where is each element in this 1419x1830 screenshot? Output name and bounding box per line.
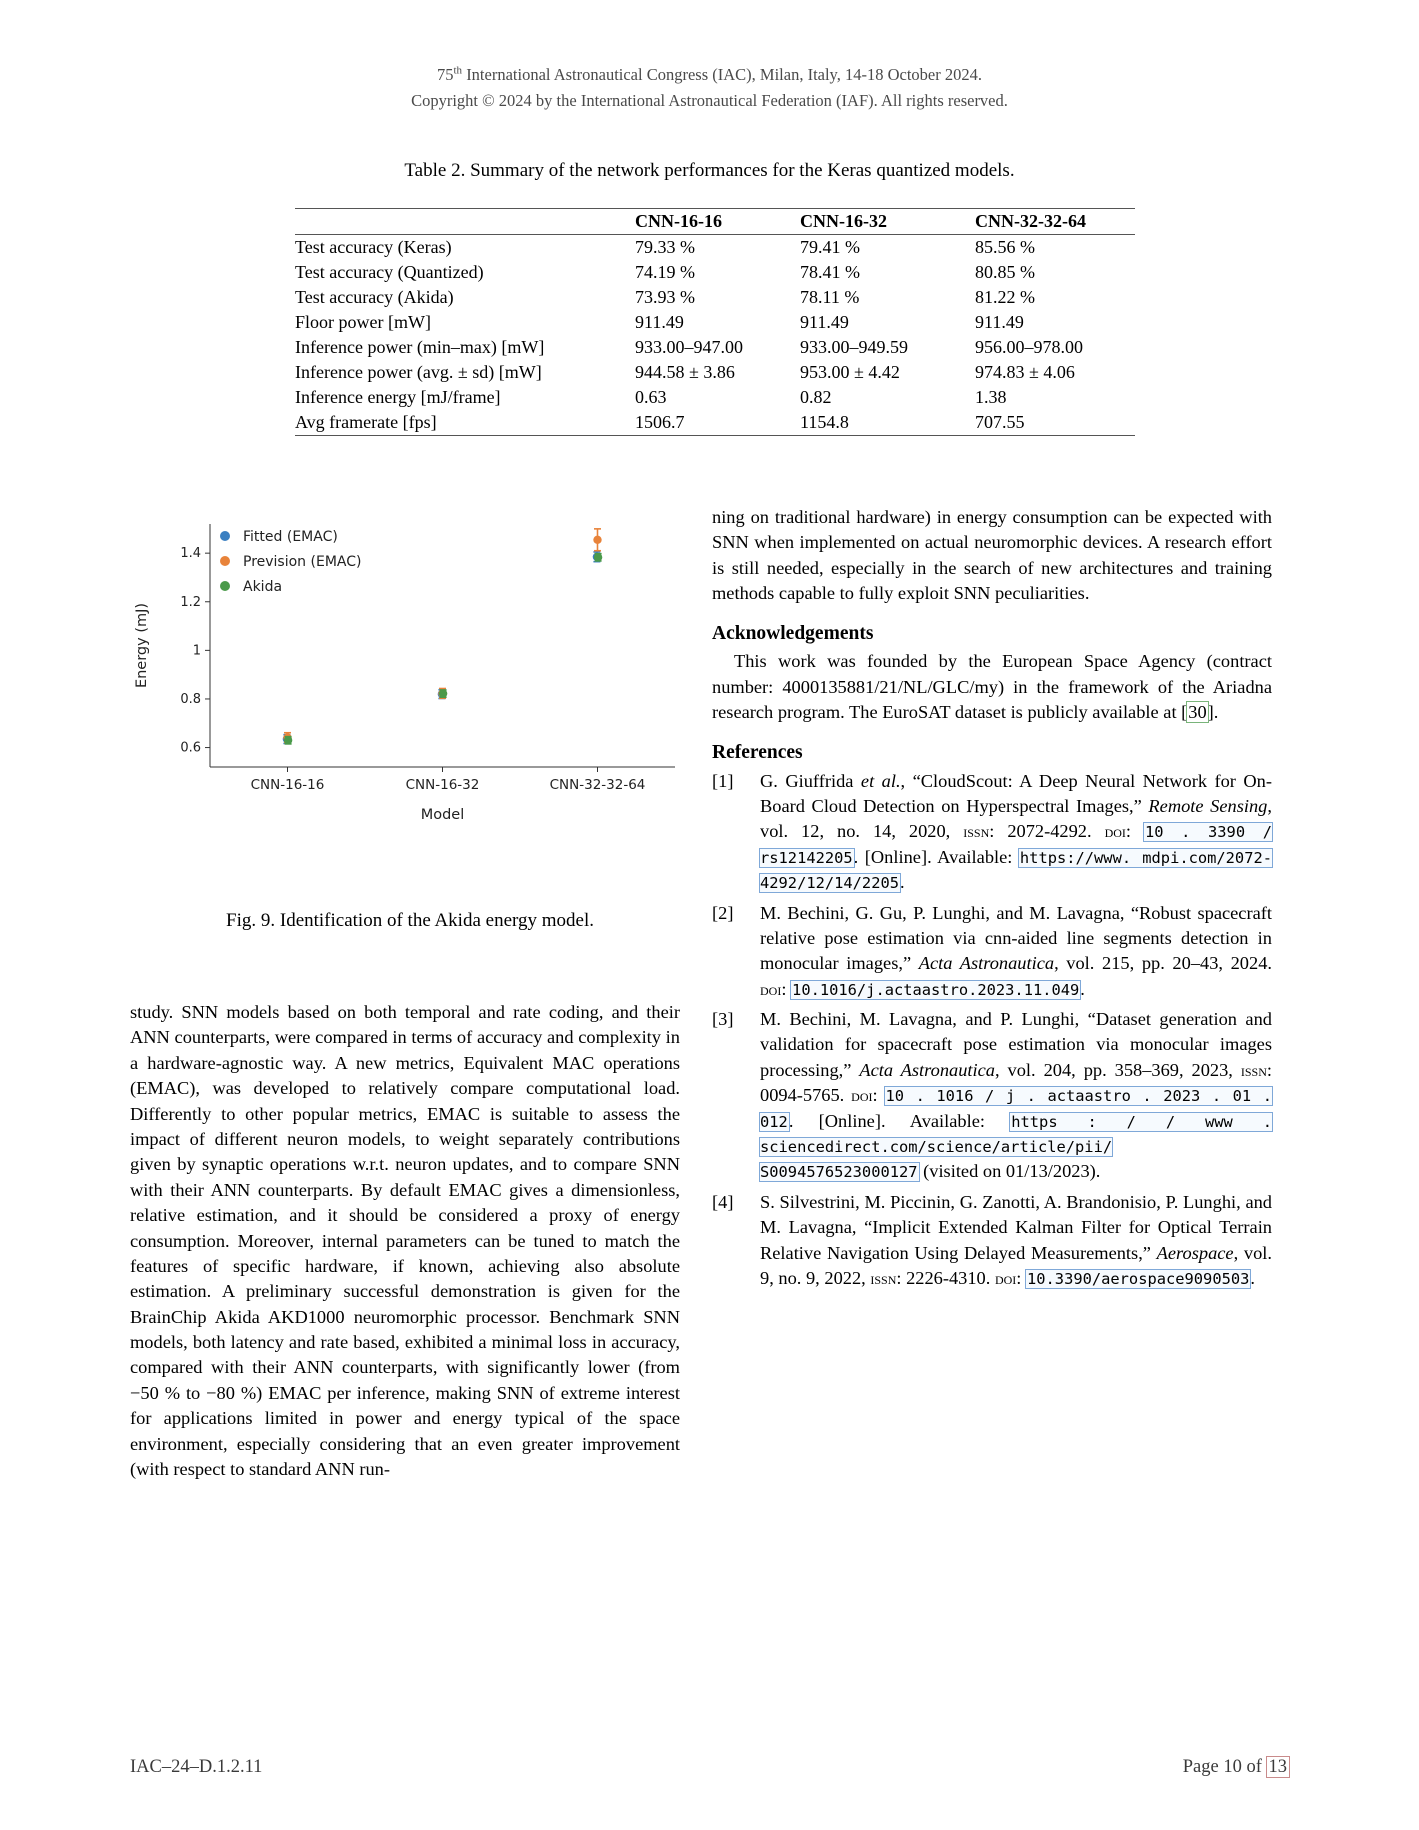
continued-paragraph: ning on traditional hardware) in energy consumption can be expected with SNN when implemented on actual neuromorphic devices. A research effort is still needed, especially in the search of new architectures and training methods capable to fully exploit SNN peculiarities. xyxy=(712,507,1272,604)
references-heading: References xyxy=(712,741,803,763)
table-cell: 85.56 % xyxy=(975,237,1035,257)
svg-text:Akida: Akida xyxy=(243,579,283,595)
url-link[interactable]: https://www. mdpi.com/2072-4292/12/14/2205 xyxy=(760,848,1272,893)
ref-text: . [Online]. Available: xyxy=(788,1110,1011,1131)
acknowledgements-paragraph xyxy=(712,649,1272,725)
references-list xyxy=(712,769,1272,1292)
table-cell: Inference power (min–max) [mW] xyxy=(295,337,545,357)
table-cell: 911.49 xyxy=(975,312,1024,332)
table-cell: Inference energy [mJ/frame] xyxy=(295,387,501,407)
ref-issn-label: issn xyxy=(963,822,990,842)
table-cell: 79.41 % xyxy=(800,237,860,257)
ref-text: . xyxy=(1250,1267,1255,1288)
ref-text: : 0094-5765. xyxy=(760,1059,1272,1106)
performance-table-wrap xyxy=(295,208,1135,436)
svg-text:Energy (mJ): Energy (mJ) xyxy=(134,602,150,689)
svg-text:Prevision (EMAC): Prevision (EMAC) xyxy=(243,554,362,570)
svg-text:0.6: 0.6 xyxy=(180,740,201,756)
ref-text: S. Silvestrini, M. Piccinin, G. Zanotti, A. Brandonisio, P. Lunghi, and M. Lavagna, “Implicit Extended Kalman Filter for Optical Terrain Relative Navigation Using Delayed Measurements,” xyxy=(760,1191,1272,1263)
total-pages-link[interactable]: 13 xyxy=(1268,1757,1287,1777)
ref-italic: et al. xyxy=(860,770,901,791)
ref-text: , vol. 215, pp. 20–43, 2024. xyxy=(1054,953,1272,974)
table-row xyxy=(295,285,1135,310)
table-cell: Floor power [mW] xyxy=(295,312,431,332)
table-cell: Test accuracy (Quantized) xyxy=(295,262,484,282)
ref-text: , “CloudScout: A Deep Neural Network for On-Board Cloud Detection on Hyperspectral Images,” xyxy=(760,770,1272,816)
ref-text: : 2226-4310. xyxy=(896,1267,995,1288)
ref-text: . xyxy=(1080,978,1085,999)
table-cell: 707.55 xyxy=(975,412,1025,432)
table-col-header-3: CNN-32-32-64 xyxy=(975,211,1086,231)
table-row xyxy=(295,385,1135,410)
table-cell: Inference power (avg. ± sd) [mW] xyxy=(295,362,542,382)
svg-text:Fitted (EMAC): Fitted (EMAC) xyxy=(243,529,338,545)
table-cell: 933.00–947.00 xyxy=(635,337,743,357)
ref-journal: Remote Sensing xyxy=(1148,795,1268,816)
table-col-header-2: CNN-16-32 xyxy=(800,211,887,231)
svg-text:Model: Model xyxy=(420,807,465,823)
table-cell: Avg framerate [fps] xyxy=(295,412,437,432)
table-cell: 1506.7 xyxy=(635,412,685,432)
header-line-1 xyxy=(0,62,1419,88)
ref-text: . [Online]. Available: xyxy=(853,846,1019,867)
table-row xyxy=(295,310,1135,335)
header-ordinal-suffix: th xyxy=(453,64,463,77)
footer-paper-id: IAC–24–D.1.2.11 xyxy=(130,1757,263,1777)
ref-text: : xyxy=(1125,821,1144,842)
table-row xyxy=(295,335,1135,360)
right-column xyxy=(712,505,1272,1296)
energy-scatter-chart xyxy=(120,512,700,842)
svg-text:CNN-32-32-64: CNN-32-32-64 xyxy=(549,777,646,793)
table-cell: 74.19 % xyxy=(635,262,695,282)
footer-page-number xyxy=(1183,1757,1289,1778)
header-line-2: Copyright © 2024 by the International Astronautical Federation (IAF). All rights reserved. xyxy=(411,90,1008,110)
doi-link[interactable]: 10.3390/aerospace9090503 xyxy=(1027,1269,1250,1288)
ref-text: : xyxy=(1016,1267,1026,1288)
table-row xyxy=(295,260,1135,285)
ack-text-end: ]. xyxy=(1207,702,1219,723)
table-cell: 79.33 % xyxy=(635,237,695,257)
ref-text: : 2072-4292. xyxy=(989,821,1105,842)
svg-text:1: 1 xyxy=(192,643,201,659)
header-congress-text: International Astronautical Congress (IAC), Milan, Italy, 14-18 October 2024. xyxy=(462,65,982,84)
table-row xyxy=(295,410,1135,436)
table-caption: Table 2. Summary of the network performances for the Keras quantized models. xyxy=(404,160,1015,181)
table-col-header-1: CNN-16-16 xyxy=(635,211,722,231)
table-cell: 911.49 xyxy=(635,312,684,332)
table-body xyxy=(295,235,1135,436)
table-cell: Test accuracy (Keras) xyxy=(295,237,452,257)
table-cell: 933.00–949.59 xyxy=(800,337,908,357)
energy-model-figure xyxy=(120,512,700,842)
svg-text:CNN-16-16: CNN-16-16 xyxy=(250,777,325,793)
ref-journal: Acta Astronautica xyxy=(918,953,1055,974)
svg-text:CNN-16-32: CNN-16-32 xyxy=(405,777,480,793)
figure-caption: Fig. 9. Identification of the Akida energy model. xyxy=(226,910,594,931)
svg-text:1.2: 1.2 xyxy=(180,594,201,610)
table-cell: 73.93 % xyxy=(635,287,695,307)
ref-doi-label: doi xyxy=(760,979,782,999)
ref-text: M. Bechini, G. Gu, P. Lunghi, and M. Lavagna, “Robust spacecraft relative pose estimation via cnn-aided line segments detection in monocular images,” xyxy=(760,902,1272,974)
ref-doi-label: doi xyxy=(851,1086,873,1106)
ref-text: : xyxy=(781,978,792,999)
header-congress-number: 75 xyxy=(437,65,454,84)
table-cell: 78.41 % xyxy=(800,262,860,282)
ref-journal: Acta Astronautica xyxy=(859,1059,995,1080)
table-cell: Test accuracy (Akida) xyxy=(295,287,454,307)
ref-text: (visited on 01/13/2023). xyxy=(918,1161,1101,1182)
reference-number: [3] xyxy=(712,1009,734,1030)
ref-text: , vol. 204, pp. 358–369, 2023, xyxy=(995,1059,1241,1080)
table-cell: 80.85 % xyxy=(975,262,1035,282)
citation-link-30[interactable]: 30 xyxy=(1188,702,1207,723)
table-cell: 1.38 xyxy=(975,387,1007,407)
page-header xyxy=(0,62,1419,113)
reference-item-1 xyxy=(712,769,1272,896)
table-cell: 911.49 xyxy=(800,312,849,332)
reference-item-3 xyxy=(712,1007,1272,1185)
left-column-body: study. SNN models based on both temporal and rate coding, and their ANN counterparts, were compared in terms of accuracy and complexity in a hardware-agnostic way. A new metrics, Equivalent MAC operations (EMAC), was developed to relatively compare computational load. Differently to other popular metrics, EMAC is suitable to assess the impact of different neuron models, to weight separately contributions given by synaptic operations w.r.t. neuron updates, and to compare SNN with their ANN counterparts. By default EMAC gives a dimensionless, relative estimation, and it should be considered a proxy of energy consumption. Moreover, internal parameters can be tuned to match the features of specific hardware, if known, achieving also absolute estimation. A preliminary successful demonstration is given for the BrainChip Akida AKD1000 neuromorphic processor. Benchmark SNN models, both latency and rate based, exhibited a minimal loss in accuracy, compared with their ANN counterparts, with significantly lower (from −50 % to −80 %) EMAC per inference, making SNN of extreme interest for applications limited in power and energy typical of the space environment, especially considering that an even greater improvement (with respect to standard ANN run- xyxy=(130,1002,680,1480)
ref-text: M. Bechini, M. Lavagna, and P. Lunghi, “Dataset generation and validation for spacecraft pose estimation via monocular images processing,” xyxy=(760,1009,1272,1080)
reference-item-2 xyxy=(712,901,1272,1003)
ref-doi-label: doi xyxy=(1104,822,1126,842)
reference-number: [4] xyxy=(712,1191,734,1212)
doi-link[interactable]: 10.1016/j.actaastro.2023.11.049 xyxy=(792,980,1080,999)
ref-text: , vol. 12, no. 14, 2020, xyxy=(760,795,1272,842)
ack-text-start: This work was founded by the European Space Agency (contract number: 4000135881/21/NL/GLC/my) in the framework of the Ariadna research program. The EuroSAT dataset is publicly available at [ xyxy=(712,651,1272,723)
performance-table xyxy=(295,208,1135,436)
reference-item-4 xyxy=(712,1190,1272,1292)
ref-doi-label: doi xyxy=(994,1268,1017,1288)
table-row xyxy=(295,235,1135,261)
table-cell: 953.00 ± 4.42 xyxy=(800,362,900,382)
doi-link[interactable]: 10 . 1016 / j . actaastro . 2023 . 01 . 012 xyxy=(760,1087,1272,1131)
table-cell: 944.58 ± 3.86 xyxy=(635,362,735,382)
reference-number: [2] xyxy=(712,902,734,923)
table-cell: 78.11 % xyxy=(800,287,860,307)
ref-text: , vol. 9, no. 9, 2022, xyxy=(760,1242,1272,1288)
ref-journal: Aerospace xyxy=(1156,1242,1234,1263)
table-cell: 956.00–978.00 xyxy=(975,337,1083,357)
page-label: Page 10 of xyxy=(1182,1757,1267,1777)
table-cell: 81.22 % xyxy=(975,287,1035,307)
ref-issn-label: issn xyxy=(1240,1060,1267,1080)
table-row xyxy=(295,360,1135,385)
table-col-header-0 xyxy=(295,209,635,235)
reference-number: [1] xyxy=(712,770,734,791)
url-link[interactable]: https : / / www . sciencedirect.com/science/article/pii/ S0094576523000127 xyxy=(760,1112,1272,1182)
ref-issn-label: issn xyxy=(870,1268,897,1288)
svg-text:1.4: 1.4 xyxy=(180,546,201,562)
table-cell: 0.82 xyxy=(800,387,832,407)
table-cell: 1154.8 xyxy=(800,412,849,432)
svg-text:0.8: 0.8 xyxy=(180,691,201,707)
table-cell: 974.83 ± 4.06 xyxy=(975,362,1075,382)
table-header-row xyxy=(295,209,1135,235)
ref-text: . xyxy=(900,872,905,893)
doi-link[interactable]: 10 . 3390 / rs12142205 xyxy=(760,823,1272,867)
ref-text: G. Giuffrida xyxy=(760,770,861,791)
table-cell: 0.63 xyxy=(635,387,667,407)
ref-text: : xyxy=(872,1085,885,1106)
acknowledgements-heading: Acknowledgements xyxy=(712,622,874,644)
